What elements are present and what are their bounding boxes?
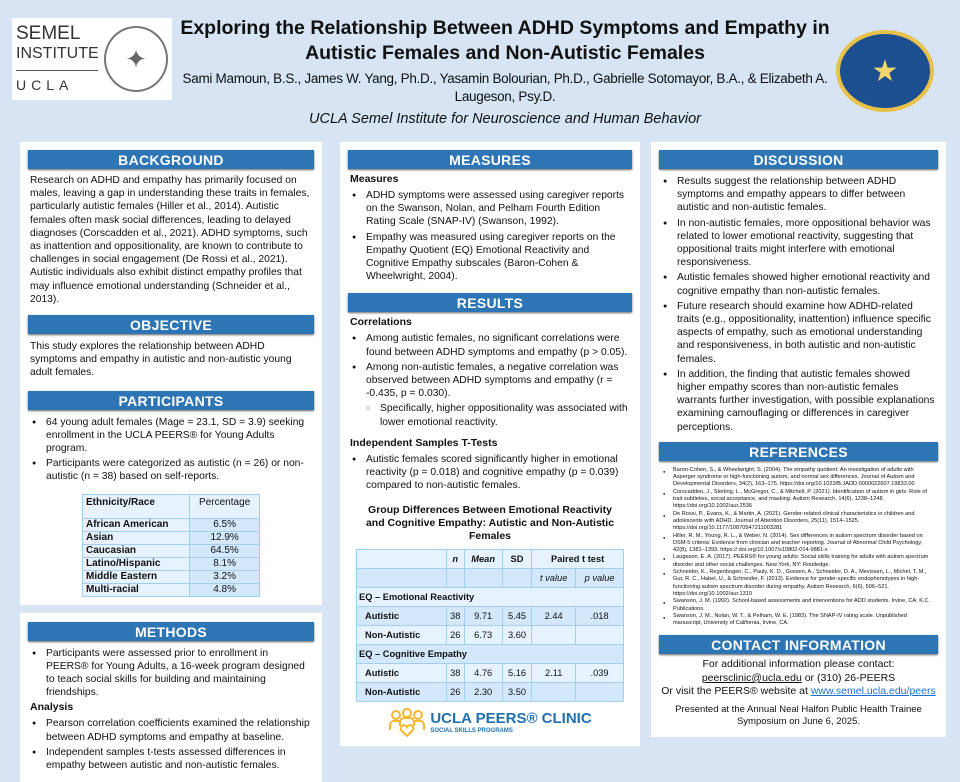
list-item: ● Among non-autistic females, a negative correlation was observed between ADHD symptoms and empathy (r = -0.435, p = 0.030). xyxy=(350,361,630,401)
results-heading: RESULTS xyxy=(348,293,632,312)
table-subheader: p value xyxy=(576,569,624,588)
table-row xyxy=(83,583,260,596)
table-cell: 26 xyxy=(447,683,465,702)
objective-heading: OBJECTIVE xyxy=(28,315,314,334)
table-cell: 38 xyxy=(447,607,465,626)
visit-text: Or visit the PEERS® website at xyxy=(661,685,811,698)
methods-heading: METHODS xyxy=(28,622,314,641)
table-cell: Non-Autistic xyxy=(357,683,447,702)
reference-item: ● Schneider, K., Regenbogen, C., Pauly, K. D., Gossen, A., Schneider, D. A., Mevissen, L., Michel, T. M., Gur, R. C., Habel, U., & Schneider, F. (2013). Evidence for gender-specific endophenotypes in high-functioning autism spectrum disorder during empathy. Autism Research, 6(6), 506–521. https://doi.org/10.1002/aur.1310 xyxy=(661,569,936,598)
email-link[interactable]: peersclinic@ucla.edu xyxy=(701,671,802,684)
list-item: ● Among autistic females, no significant correlations were found between ADHD symptoms and empathy (p > 0.05). xyxy=(350,332,630,358)
ttest-list xyxy=(340,453,640,493)
list-item: ● Empathy was measured using caregiver reports on the Empathy Quotient (EQ) Emotional Reactivity and Cognitive Empathy subscales (Baron-Cohen & Wheelwright, 2004). xyxy=(350,231,630,284)
table-cell: 4.76 xyxy=(464,664,502,683)
left-column xyxy=(20,142,322,782)
middle-column xyxy=(340,142,640,746)
middle-panel xyxy=(340,142,640,746)
people-heart-icon xyxy=(388,708,426,738)
table-cell: 6.5% xyxy=(190,518,260,531)
affiliation: UCLA Semel Institute for Neuroscience and Human Behavior xyxy=(309,111,701,127)
logo-text: INSTITUTE xyxy=(16,44,99,62)
table-row xyxy=(357,626,624,645)
list-item: ● Participants were categorized as autistic (n = 26) or non-autistic (n = 38) based on self-reports. xyxy=(30,457,312,483)
table-header: Paired t test xyxy=(532,550,624,569)
table-cell: 6.73 xyxy=(464,626,502,645)
peers-logo-title: UCLA PEERS® CLINIC xyxy=(430,710,592,728)
table-cell: 9.71 xyxy=(464,607,502,626)
list-item: ● Results suggest the relationship between ADHD symptoms and empathy appears to differ between autistic and non-autistic females. xyxy=(661,175,936,215)
correlations-list xyxy=(340,332,640,400)
analysis-list xyxy=(20,717,322,772)
table-row xyxy=(357,664,624,683)
table-cell: Autistic xyxy=(357,607,447,626)
reference-item: ● Swanson, J. M. (1992). School-based assessments and interventions for ADD students. Irvine, CA: K.C. Publications. xyxy=(661,598,936,613)
uc-seal-logo: ★ xyxy=(836,30,934,112)
table-cell: 4.8% xyxy=(190,583,260,596)
table-header: n xyxy=(447,550,465,569)
measures-subheading: Measures xyxy=(350,173,399,185)
table-cell: 5.16 xyxy=(502,664,532,683)
list-item: ● ADHD symptoms were assessed using caregiver reports on the Swanson, Nolan, and Pelham Fourth Edition Rating Scale (SNAP-IV) (Swanson, 1992). xyxy=(350,189,630,229)
logo-text: UCLA xyxy=(16,70,98,95)
table-header: SD xyxy=(502,550,532,569)
table-cell: Caucasian xyxy=(83,544,190,557)
list-item: ● Pearson correlation coefficients examined the relationship between ADHD symptoms and empathy at baseline. xyxy=(30,717,312,743)
list-item: ● Future research should examine how ADHD-related traits (e.g., oppositionality, inattention) influence specific aspects of empathy, such as emotional understanding and responsiveness, in both autistic and non-autistic females. xyxy=(661,300,936,366)
table-cell: 2.30 xyxy=(464,683,502,702)
participants-list xyxy=(20,416,322,484)
poster-title: Exploring the Relationship Between ADHD Symptoms and Empathy in Autistic Females and Non-Autistic Females xyxy=(180,17,830,64)
reference-item: ● De Rossi, P., Evans, K., & Martin, A. (2021). Gender-related clinical characteristics in children and adolescents with ADHD. Journal of Attention Disorders, 25(11), 1514–1525. https://doi.org/10.1177/1087054721100328​1 xyxy=(661,511,936,533)
background-text: Research on ADHD and empathy has primarily focused on males, leaving a gap in understanding these traits in females, particularly autistic females (Hiller et al., 2014). Autistic females often mask social differences, leading to delayed diagnoses (Corscadden et al., 2021). ADHD symptoms, such as inattention and oppositionality, are known to contribute to challenges in social engagement (De Rossi et al., 2021). Autistic individuals also exhibit distinct empathy profiles that may influence emotional understanding (Schneider et al., 2013). xyxy=(30,175,310,305)
table-row xyxy=(83,531,260,544)
list-item: ● In addition, the finding that autistic females showed higher empathy scores than non-autistic females warrants further investigation, with possible explanations examining camouflaging or differences in caregiver perceptions. xyxy=(661,368,936,434)
table-subheader: t value xyxy=(532,569,576,588)
table-cell: 3.50 xyxy=(502,683,532,702)
right-column xyxy=(651,142,946,737)
methods-panel xyxy=(20,613,322,782)
contact-info xyxy=(651,658,946,729)
table-title: Group Differences Between Emotional Reactivity and Cognitive Empathy: Autistic and Non-Autistic Females xyxy=(365,504,615,543)
list-item: ● Autistic females scored significantly higher in emotional reactivity (p = 0.018) and cognitive empathy (p = 0.039) compared to non-autistic females. xyxy=(350,453,630,493)
objective-text: This study explores the relationship between ADHD symptoms and empathy in autistic and non-autistic young adult females. xyxy=(30,341,292,379)
table-header: Percentage xyxy=(190,494,260,518)
table-row xyxy=(83,557,260,570)
contact-line: For additional information please contact: xyxy=(702,658,895,671)
table-section-row xyxy=(357,588,624,607)
right-panel xyxy=(651,142,946,737)
table-cell: Asian xyxy=(83,531,190,544)
table-header: Mean xyxy=(464,550,502,569)
list-item: ● Independent samples t-tests assessed differences in empathy between autistic and non-autistic females. xyxy=(30,746,312,772)
reference-item: ● Baron-Cohen, S., & Wheelwright, S. (2004). The empathy quotient: An investigation of adults with Asperger syndrome or high-functioning autism, and normal sex differences. Journal of Autism and Developmental Disorders, 34(2), 163–175. https://doi.org/10.1023/B:JADD.0000022607.19833.00 xyxy=(661,467,936,489)
methods-list xyxy=(20,647,322,700)
table-cell: Autistic xyxy=(357,664,447,683)
ttest-heading: Independent Samples T-Tests xyxy=(350,436,498,449)
list-item: ● In non-autistic females, more oppositional behavior was related to lower emotional reactivity, suggesting that oppositional traits might interfere with emotional responsiveness. xyxy=(661,217,936,270)
group-differences-table xyxy=(356,549,624,702)
table-cell: 26 xyxy=(447,626,465,645)
list-item: ● 64 young adult females (Mage = 23.1, SD = 3.9) seeking enrollment in the UCLA PEERS® for Young Adults program. xyxy=(30,416,312,456)
table-cell: 64.5% xyxy=(190,544,260,557)
table-cell: Middle Eastern xyxy=(83,570,190,583)
presented-note: Presented at the Annual Neal Halfon Public Health Trainee Symposium on June 6, 2025. xyxy=(675,703,922,728)
table-row xyxy=(357,683,624,702)
logo-text: SEMEL xyxy=(16,22,81,44)
table-row xyxy=(83,544,260,557)
background-heading: BACKGROUND xyxy=(28,150,314,169)
section-label: EQ – Cognitive Empathy xyxy=(357,645,624,664)
website-link[interactable]: www.semel.ucla.edu/peers xyxy=(810,685,936,698)
table-cell: 2.44 xyxy=(532,607,576,626)
table-row xyxy=(357,607,624,626)
table-header: Ethnicity/Race xyxy=(83,494,190,518)
references-heading: REFERENCES xyxy=(659,442,938,461)
table-cell xyxy=(532,683,576,702)
participants-heading: PARTICIPANTS xyxy=(28,391,314,410)
measures-heading: MEASURES xyxy=(348,150,632,169)
table-cell: .018 xyxy=(576,607,624,626)
peers-logo-subtitle: SOCIAL SKILLS PROGRAMS xyxy=(430,728,513,735)
table-cell: Latino/Hispanic xyxy=(83,557,190,570)
poster-header xyxy=(176,16,834,127)
reference-item: ● Hiller, R. M., Young, R. L., & Weber, N. (2014). Sex differences in autism spectrum disorder based on DSM-5 criteria: Evidence from clinician and teacher reporting. Journal of Abnormal Child Psychology, 42(8), 1381–1393. https:// doi.org/10.1007/s10802-014-9881-x xyxy=(661,533,936,555)
table-cell: 38 xyxy=(447,664,465,683)
measures-list xyxy=(340,189,640,283)
reference-item: ● Swanson, J. M., Nolan, W. T., & Pelham, W. E. (1983). The SNAP-IV rating scale. Unpublished manuscript, University of California, Irvine, CA. xyxy=(661,613,936,628)
list-item: ● Participants were assessed prior to enrollment in PEERS® for Young Adults, a 16-week program designed to teach social skills for building and maintaining friendships. xyxy=(30,647,312,700)
table-row xyxy=(83,518,260,531)
discussion-heading: DISCUSSION xyxy=(659,150,938,169)
phone: or (310) 26-PEERS xyxy=(801,671,896,684)
table-cell: 2.11 xyxy=(532,664,576,683)
table-cell: Non-Autistic xyxy=(357,626,447,645)
ethnicity-table xyxy=(82,494,260,597)
table-cell: 3.2% xyxy=(190,570,260,583)
authors: Sami Mamoun, B.S., James W. Yang, Ph.D., Yasamin Bolourian, Ph.D., Gabrielle Sotomayor, B.A., & Elizabeth A. Laugeson, Psy.D. xyxy=(182,71,828,104)
left-column-top xyxy=(20,142,322,605)
references-list xyxy=(651,467,946,628)
contact-heading: CONTACT INFORMATION xyxy=(659,635,938,654)
table-section-row xyxy=(357,645,624,664)
table-cell: 8.1% xyxy=(190,557,260,570)
semel-institute-logo xyxy=(12,18,172,100)
uc-seal-icon: ✦ xyxy=(104,26,168,92)
reference-item: ● Corscadden, J., Sterling, L., McGregor, C., & Mitchell, P. (2021). Identification of autism in girls: Role of trait subtleties, social acceptance, and masking. Autism Research, 14(6), 1238–1248. https://doi.org/10.1002/aur.2536 xyxy=(661,489,936,511)
analysis-heading: Analysis xyxy=(30,701,74,714)
correlations-sublist xyxy=(340,402,640,428)
table-cell: .039 xyxy=(576,664,624,683)
table-cell xyxy=(576,683,624,702)
list-item: ○ Specifically, higher oppositionality was associated with lower emotional reactivity. xyxy=(350,402,630,428)
table-cell: 5.45 xyxy=(502,607,532,626)
reference-item: ● Laugeson, E. A. (2017). PEERS® for young adults: Social skills training for adults with autism spectrum disorder and other social challenges. New York, NY: Routledge. xyxy=(661,554,936,569)
table-cell xyxy=(532,626,576,645)
table-cell: 12.9% xyxy=(190,531,260,544)
table-cell: African American xyxy=(83,518,190,531)
discussion-list xyxy=(651,175,946,434)
table-cell: 3.60 xyxy=(502,626,532,645)
table-cell: Multi-racial xyxy=(83,583,190,596)
peers-clinic-logo xyxy=(340,708,640,738)
table-cell xyxy=(576,626,624,645)
section-label: EQ – Emotional Reactivity xyxy=(357,588,624,607)
table-row xyxy=(83,570,260,583)
correlations-heading: Correlations xyxy=(350,316,412,329)
list-item: ● Autistic females showed higher emotional reactivity and cognitive empathy than non-autistic females. xyxy=(661,271,936,297)
